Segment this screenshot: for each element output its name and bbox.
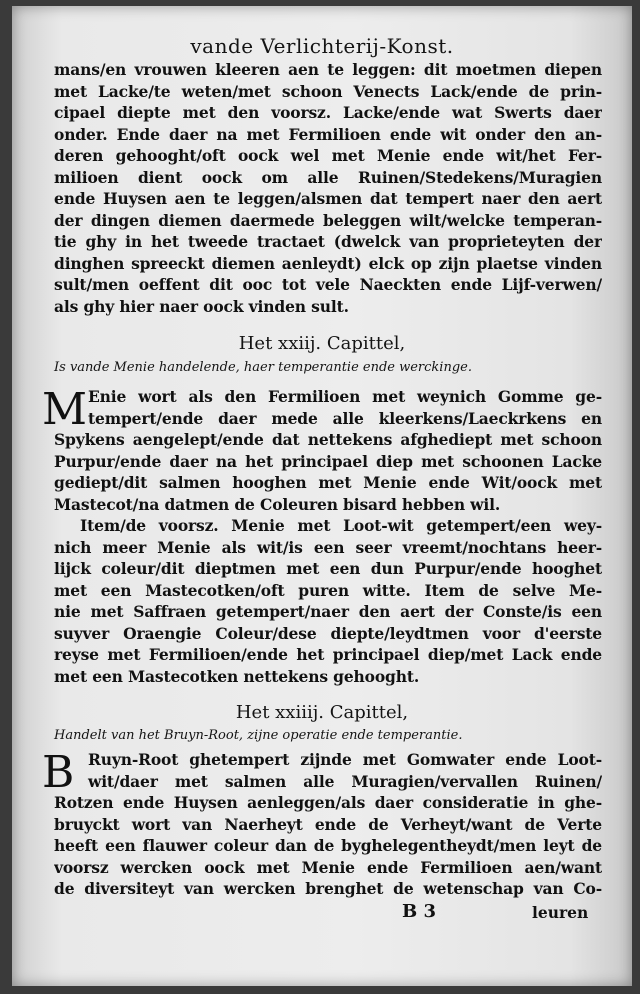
- text-line: nich meer Menie als wit/is een seer vreemt/nochtans heer-: [54, 537, 602, 557]
- text-line: reyse met Fermilioen/ende het principael diep/met Lack ende: [54, 645, 602, 664]
- drop-cap: M: [42, 384, 88, 435]
- text-line: Spykens aengelept/ende dat nettekens afghediept met schoon: [54, 430, 602, 449]
- text-line: deren gehooght/oft oock wel met Menie ende wit/het Fer-: [54, 146, 602, 165]
- text-line: dinghen spreeckt diemen aenleydt) elck op zijn plaetse vinden: [54, 253, 602, 273]
- text-line: tie ghy in het tweede tractaet (dwelck van proprieteyten der: [54, 232, 602, 251]
- text-line: ende Huysen aen te leggen/alsmen dat tempert naer den aert: [54, 189, 602, 208]
- text-line: Ruyn-Root ghetempert zijnde met Gomwater ende Loot-: [88, 750, 602, 769]
- signature-mark: B 3: [402, 901, 437, 922]
- text-line: als ghy hier naer oock vinden sult.: [54, 296, 349, 316]
- chapter-title: Het xxiiij. Capittel,: [235, 702, 409, 723]
- text-line: gediept/dit salmen hooghen met Menie ende Wit/oock met: [54, 473, 602, 492]
- text-line: cipael diepte met den voorsz. Lacke/ende wat Swerts daer: [54, 103, 602, 122]
- chapter-paragraph: [54, 386, 602, 687]
- text-line: nie met Saffraen getempert/naer den aert der Conste/is een: [54, 602, 602, 621]
- text-line: lijck coleur/dit dieptmen met een dun Purpur/ende hooghet: [54, 559, 602, 578]
- chapter-title: Het xxiij. Capittel,: [238, 333, 406, 354]
- text-line: met Lacke/te weten/met schoon Venects Lack/ende de prin-: [54, 81, 602, 101]
- text-line: met een Mastecotken nettekens gehooght.: [54, 666, 420, 686]
- text-line: wit/daer met salmen alle Muragien/vervallen Ruinen/: [88, 771, 602, 791]
- text-line: Enie wort als den Fermilioen met weynich Gomme ge-: [88, 387, 602, 406]
- text-line: Purpur/ende daer na het principael diep met schoonen Lacke: [54, 451, 602, 471]
- chapter-subtitle: Is vande Menie handelende, haer temperantie ende werckinge.: [54, 360, 472, 375]
- chapter-paragraph: [54, 749, 602, 900]
- text-line: Rotzen ende Huysen aenleggen/als daer consideratie in ghe-: [54, 793, 602, 812]
- text-line: voorsz wercken oock met Menie ende Fermilioen aen/want: [54, 857, 602, 877]
- text-line: milioen dient oock om alle Ruinen/Stedekens/Muragien: [54, 167, 602, 187]
- book-page: [12, 6, 632, 986]
- drop-cap: B: [42, 747, 75, 798]
- text-line: suyver Oraengie Coleur/dese diepte/leydtmen voor d'eerste: [54, 623, 602, 643]
- text-line: Mastecot/na datmen de Coleuren bisard hebben wil.: [54, 494, 501, 514]
- catchword: leuren: [532, 903, 589, 922]
- text-line: de diversiteyt van wercken brenghet de wetenschap van Co-: [54, 879, 602, 898]
- chapter-subtitle: Handelt van het Bruyn-Root, zijne operatie ende temperantie.: [54, 728, 463, 743]
- running-head: vande Verlichterij-Konst.: [190, 34, 454, 58]
- text-line: heeft een flauwer coleur dan de byghelegentheydt/men leyt de: [54, 836, 602, 855]
- text-line: mans/en vrouwen kleeren aen te leggen: dit moetmen diepen: [54, 60, 602, 79]
- top-paragraph: [54, 59, 602, 317]
- text-line: der dingen diemen daermede beleggen wilt/welcke temperan-: [54, 210, 602, 230]
- text-line: sult/men oeffent dit ooc tot vele Naeckten ende Lijf-verwen/: [54, 275, 602, 294]
- text-line: tempert/ende daer mede alle kleerkens/Laeckrkens en: [88, 408, 602, 428]
- text-line: onder. Ende daer na met Fermilioen ende wit onder den an-: [54, 124, 602, 144]
- text-line: bruyckt wort van Naerheyt ende de Verheyt/want de Verte: [54, 814, 602, 834]
- text-line: Item/de voorsz. Menie met Loot-wit getempert/een wey-: [80, 516, 602, 535]
- text-line: met een Mastecotken/oft puren witte. Item de selve Me-: [54, 580, 602, 600]
